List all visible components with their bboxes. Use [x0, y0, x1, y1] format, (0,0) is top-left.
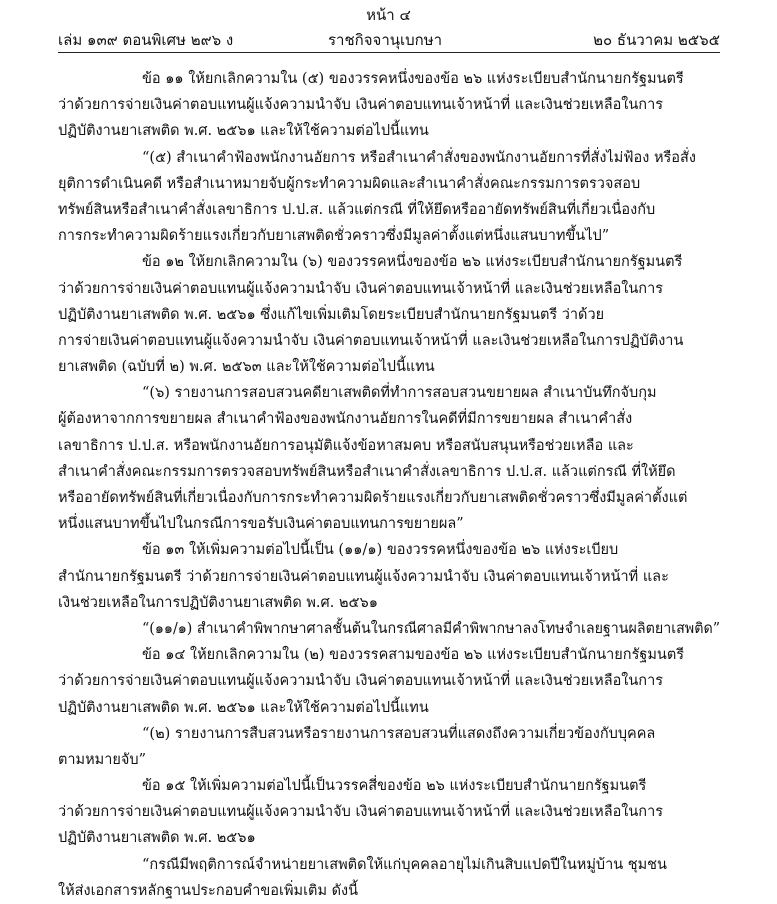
text-line: ว่าด้วยการจ่ายเงินค่าตอบแทนผู้แจ้งความนำจับ เงินค่าตอบแทนเจ้าหน้าที่ และเงินช่วยเหลือในการ — [58, 673, 664, 690]
text-line: “(๑๑/๑) สำเนาคำพิพากษาศาลชั้นต้นในกรณีศาลมีคำพิพากษาลงโทษจำเลยฐานผลิตยาเสพติด” — [142, 620, 720, 637]
text-line: การจ่ายเงินค่าตอบแทนผู้แจ้งความนำจับ เงินค่าตอบแทนเจ้าหน้าที่ และเงินช่วยเหลือในการปฏิบัติงาน — [58, 332, 684, 349]
text-line: ปฏิบัติงานยาเสพติด พ.ศ. ๒๕๖๑ และให้ใช้ความต่อไปนี้แทน — [58, 699, 429, 716]
text-line: ว่าด้วยการจ่ายเงินค่าตอบแทนผู้แจ้งความนำจับ เงินค่าตอบแทนเจ้าหน้าที่ และเงินช่วยเหลือในการ — [58, 97, 664, 114]
text-line: ตามหมายจับ” — [58, 751, 146, 768]
text-line: เงินช่วยเหลือในการปฏิบัติงานยาเสพติด พ.ศ. ๒๕๖๑ — [58, 594, 378, 611]
text-line: ข้อ ๑๒ ให้ยกเลิกความใน (๖) ของวรรคหนึ่งของข้อ ๒๖ แห่งระเบียบสำนักนายกรัฐมนตรี — [142, 254, 683, 271]
text-line: ยาเสพติด (ฉบับที่ ๒) พ.ศ. ๒๕๖๓ และให้ใช้ความต่อไปนี้แทน — [58, 359, 435, 376]
text-line: ข้อ ๑๑ ให้ยกเลิกความใน (๕) ของวรรคหนึ่งของข้อ ๒๖ แห่งระเบียบสำนักนายกรัฐมนตรี — [142, 71, 684, 87]
header-volume-issue: เล่ม ๑๓๙ ตอนพิเศษ ๒๙๖ ง — [58, 31, 234, 49]
text-line: ยุติการดำเนินคดี หรือสำเนาหมายจับผู้กระทำความผิดและสำเนาคำสั่งคณะกรรมการตรวจสอบ — [58, 175, 641, 192]
header-gazette-title: ราชกิจจานุเบกษา — [328, 31, 443, 49]
text-line: ปฏิบัติงานยาเสพติด พ.ศ. ๒๕๖๑ ซึ่งแก้ไขเพิ่มเติมโดยระเบียบสำนักนายกรัฐมนตรี ว่าด้วย — [58, 306, 605, 323]
text-line: ข้อ ๑๔ ให้ยกเลิกความใน (๒) ของวรรคสามของข้อ ๒๖ แห่งระเบียบสำนักนายกรัฐมนตรี — [142, 647, 685, 664]
document-body — [58, 66, 720, 904]
text-line: “(๖) รายงานการสอบสวนคดียาเสพติดที่ทำการสอบสวนขยายผล สำเนาบันทึกจับกุม — [142, 385, 657, 402]
page-number: หน้า ๔ — [366, 6, 411, 24]
header-divider — [58, 52, 720, 53]
text-line: ให้ส่งเอกสารหลักฐานประกอบคำขอเพิ่มเติม ดังนี้ — [58, 882, 359, 899]
text-line: ว่าด้วยการจ่ายเงินค่าตอบแทนผู้แจ้งความนำจับ เงินค่าตอบแทนเจ้าหน้าที่ และเงินช่วยเหลือในการ — [58, 280, 664, 297]
text-line: “กรณีมีพฤติการณ์จำหน่ายยาเสพติดให้แก่บุคคลอายุไม่เกินสิบแปดปีในหมู่บ้าน ชุมชน — [142, 856, 667, 873]
text-line: ทรัพย์สินหรือสำเนาคำสั่งเลขาธิการ ป.ป.ส. แล้วแต่กรณี ที่ให้ยึดหรืออายัดทรัพย์สินที่เกี่ยวเนื่องกับ — [58, 201, 656, 218]
text-line: “(๒) รายงานการสืบสวนหรือรายงานการสอบสวนที่แสดงถึงความเกี่ยวข้องกับบุคคล — [142, 725, 656, 742]
text-line: เลขาธิการ ป.ป.ส. หรือพนักงานอัยการอนุมัติแจ้งข้อหาสมคบ หรือสนับสนุนหรือช่วยเหลือ และ — [58, 437, 634, 454]
text-line: ปฏิบัติงานยาเสพติด พ.ศ. ๒๕๖๑ — [58, 830, 256, 847]
text-line: “(๕) สำเนาคำฟ้องพนักงานอัยการ หรือสำเนาคำสั่งของพนักงานอัยการที่สั่งไม่ฟ้อง หรือสั่ง — [142, 149, 696, 166]
text-line: หนึ่งแสนบาทขึ้นไปในกรณีการขอรับเงินค่าตอบแทนการขยายผล” — [58, 516, 464, 533]
text-line: สำเนาคำสั่งคณะกรรมการตรวจสอบทรัพย์สินหรือสำเนาคำสั่งเลขาธิการ ป.ป.ส. แล้วแต่กรณี ที่ให้ยึด — [58, 463, 676, 480]
text-line: ผู้ต้องหาจากการขยายผล สำเนาคำฟ้องของพนักงานอัยการในคดีที่มีการขยายผล สำเนาคำสั่ง — [58, 411, 633, 428]
text-line: ว่าด้วยการจ่ายเงินค่าตอบแทนผู้แจ้งความนำจับ เงินค่าตอบแทนเจ้าหน้าที่ และเงินช่วยเหลือในการ — [58, 804, 664, 821]
header-date: ๒๐ ธันวาคม ๒๕๖๕ — [593, 31, 720, 49]
text-line: หรืออายัดทรัพย์สินที่เกี่ยวเนื่องกับการกระทำความผิดร้ายแรงเกี่ยวกับยาเสพติดชั่วคราวซึ่งมีมูลค่าตั้งแต่ — [58, 490, 688, 506]
text-line: ข้อ ๑๓ ให้เพิ่มความต่อไปนี้เป็น (๑๑/๑) ของวรรคหนึ่งของข้อ ๒๖ แห่งระเบียบ — [142, 542, 619, 559]
text-line: ปฏิบัติงานยาเสพติด พ.ศ. ๒๕๖๑ และให้ใช้ความต่อไปนี้แทน — [58, 123, 429, 140]
text-line: ข้อ ๑๕ ให้เพิ่มความต่อไปนี้เป็นวรรคสี่ของข้อ ๒๖ แห่งระเบียบสำนักนายกรัฐมนตรี — [142, 778, 647, 795]
text-line: สำนักนายกรัฐมนตรี ว่าด้วยการจ่ายเงินค่าตอบแทนผู้แจ้งความนำจับ เงินค่าตอบแทนเจ้าหน้าที่ และ — [58, 568, 669, 585]
text-line: การกระทำความผิดร้ายแรงเกี่ยวกับยาเสพติดชั่วคราวซึ่งมีมูลค่าตั้งแต่หนึ่งแสนบาทขึ้นไป” — [58, 228, 610, 245]
gazette-header — [58, 28, 720, 48]
